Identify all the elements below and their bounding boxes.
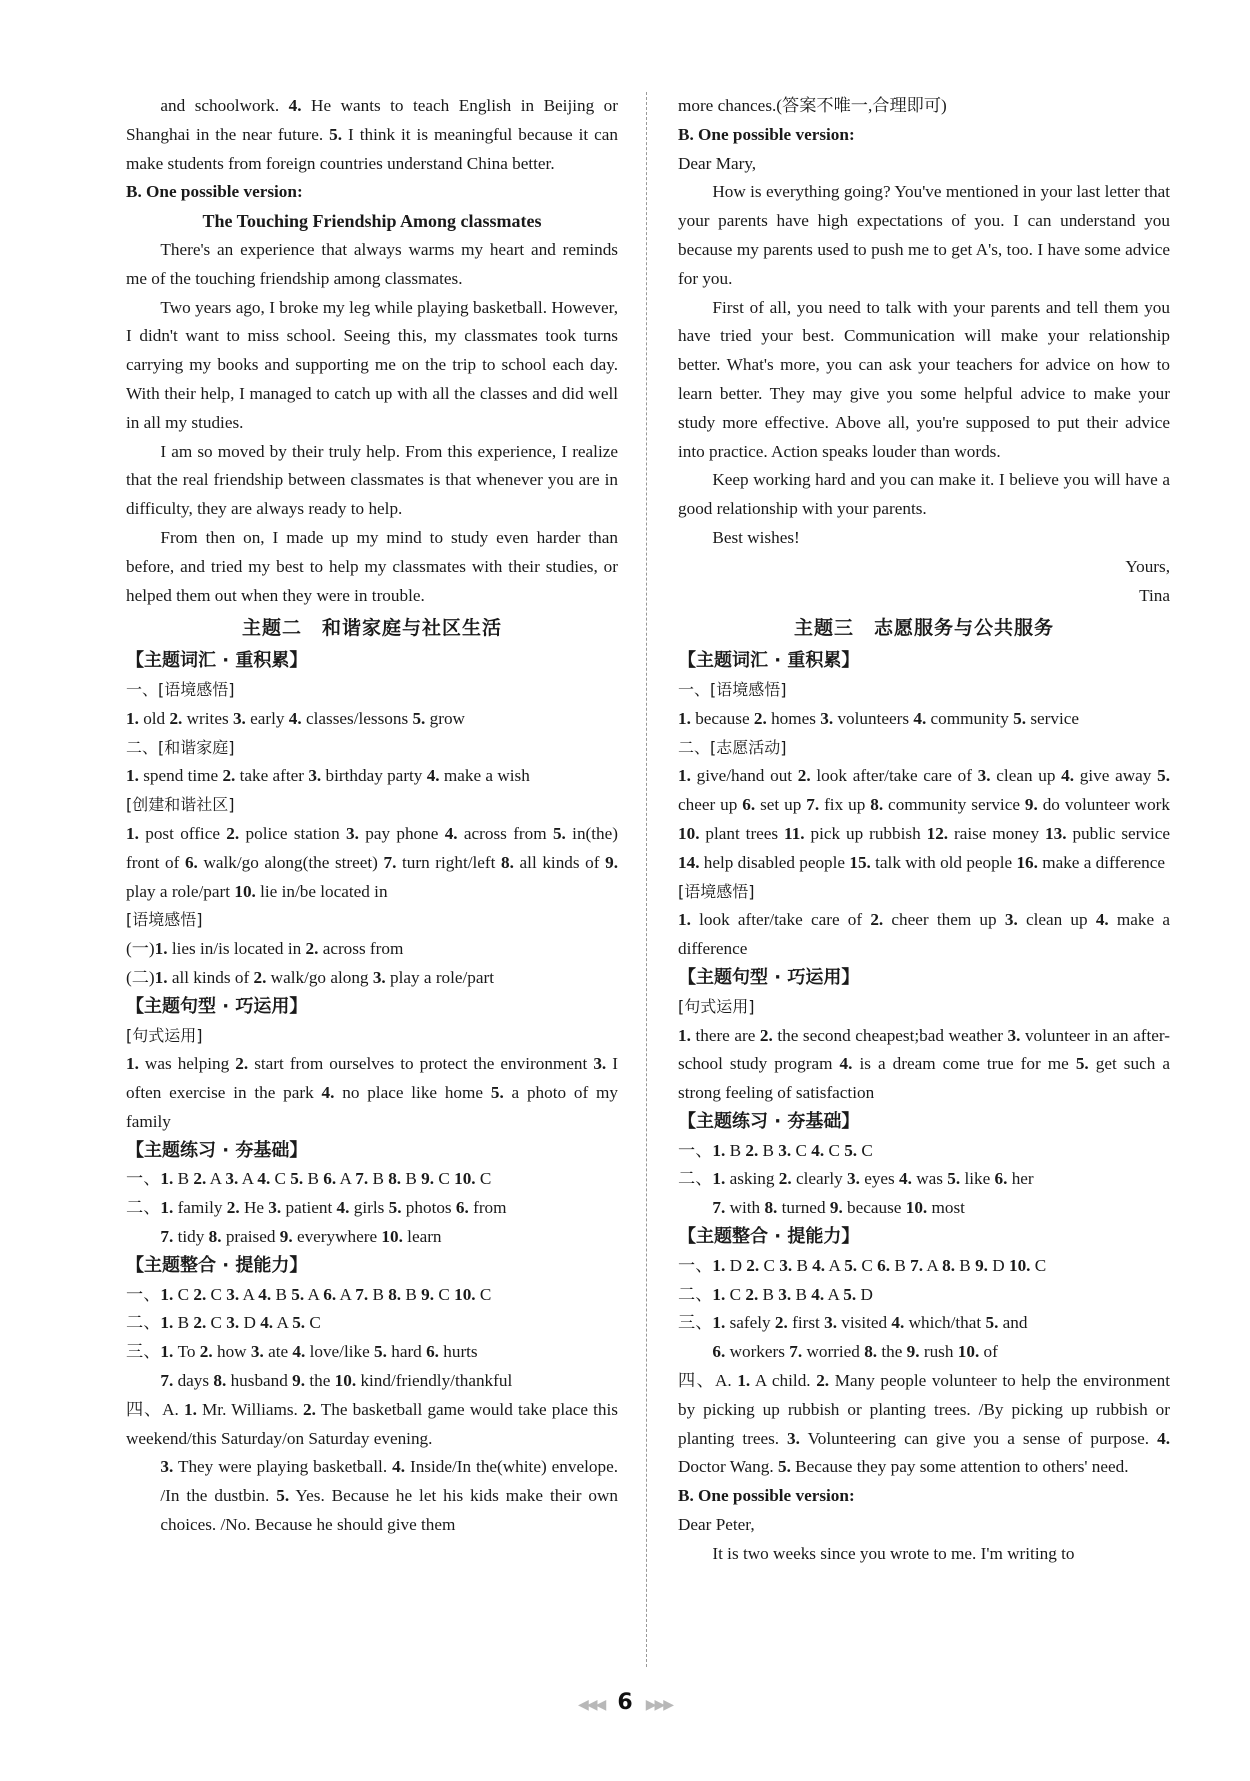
answer-line: 一、1. B 2. B 3. C 4. C 5. C [678, 1140, 873, 1160]
answer-text: and schoolwork. 4. He wants to teach English in Beijing or Shanghai in the near future. 5. I think it is meaningful because it can make students from foreign countries understand China better. [126, 96, 618, 173]
essay-paragraph: I am so moved by their truly help. From this experience, I realize that the real friendship between classmates is that whenever you are in difficulty, they are always ready to help. [126, 441, 618, 519]
right-arrows-icon: ▶▶▶ [645, 1697, 673, 1713]
part-heading: 【主题整合 · 提能力】 [678, 1226, 860, 1248]
version-label: B. One possible version: [678, 124, 855, 144]
essay-paragraph: There's an experience that always warms my heart and reminds me of the touching friendship among classmates. [126, 239, 618, 288]
letter-signature: Tina [1139, 585, 1170, 605]
part-heading: 【主题词汇 · 重积累】 [678, 650, 860, 672]
answer-line: 1. post office 2. police station 3. pay phone 4. across from 5. in(the) front of 6. walk/go along(the street) 7. turn right/left 8. all kinds of 9. play a role/part 10. lie in/be located in [126, 823, 618, 901]
part-heading: 【主题练习 · 夯基础】 [126, 1139, 308, 1161]
part-heading: 【主题句型 · 巧运用】 [126, 995, 308, 1017]
answer-text: more chances.(答案不唯一,合理即可) [678, 96, 947, 115]
part-heading: 【主题句型 · 巧运用】 [678, 966, 860, 988]
sub-heading: [创建和谐社区] [126, 795, 235, 815]
sub-heading: 一、[语境感悟] [678, 679, 787, 699]
section-title: 主题三 志愿服务与公共服务 [793, 617, 1054, 640]
left-arrows-icon: ◀◀◀ [577, 1697, 605, 1713]
answer-line: 二、1. family 2. He 3. patient 4. girls 5. photos 6. from [126, 1198, 507, 1218]
letter-paragraph: How is everything going? You've mentioned in your last letter that your parents have high expectations of you. I can understand you because my parents used to push me to get A's, too. I have some advice for you. [678, 182, 1170, 288]
answer-line: 1. there are 2. the second cheapest;bad weather 3. volunteer in an after-school study program 4. is a dream come true for me 5. get such a strong feeling of satisfaction [678, 1025, 1170, 1103]
answer-line: 1. old 2. writes 3. early 4. classes/lessons 5. grow [126, 708, 465, 728]
essay-paragraph: Two years ago, I broke my leg while playing basketball. However, I didn't want to miss school. Seeing this, my classmates took turns carrying my books and supporting me on the trip to school each day. With their help, I managed to catch up with all the classes and did well in all my studies. [126, 297, 618, 432]
answer-line: 二、1. B 2. C 3. D 4. A 5. C [126, 1313, 321, 1333]
sub-heading: 一、[语境感悟] [126, 679, 235, 699]
letter-paragraph: Keep working hard and you can make it. I believe you will have a good relationship with your parents. [678, 470, 1170, 519]
version-label: B. One possible version: [126, 182, 303, 202]
page-number: 6 [617, 1690, 633, 1715]
answer-line: 四、A. 1. Mr. Williams. 2. The basketball game would take place this weekend/this Saturday/on Saturday evening. [126, 1399, 618, 1448]
answer-line: (二)1. all kinds of 2. walk/go along 3. play a role/part [126, 967, 495, 987]
answer-line: 四、A. 1. A child. 2. Many people volunteer to help the environment by picking up rubbish or planting trees. /By picking up rubbish or planting trees. 3. Volunteering can give you a sense of purpose. 4. Doctor Wang. 5. Because they pay some attention to others' need. [678, 1371, 1170, 1477]
part-heading: 【主题练习 · 夯基础】 [678, 1110, 860, 1132]
answer-line: 1. spend time 2. take after 3. birthday party 4. make a wish [126, 766, 530, 786]
letter-salutation: Dear Mary, [678, 153, 757, 173]
answer-line: 1. because 2. homes 3. volunteers 4. community 5. service [678, 708, 1079, 728]
part-heading: 【主题整合 · 提能力】 [126, 1254, 308, 1276]
letter-paragraph: First of all, you need to talk with your parents and tell them you have tried your best. Communication will make your relationship better. What's more, you can ask your teachers for advice on how to learn better. They may give you some helpful advice to make your study more effective. Above all, you're supposed to put their advice into practice. Action speaks louder than words. [678, 297, 1170, 461]
sub-heading: [语境感悟] [678, 881, 755, 901]
answer-line: 一、1. C 2. C 3. A 4. B 5. A 6. A 7. B 8. B 9. C 10. C [126, 1284, 492, 1304]
page-footer [0, 1690, 1250, 1715]
sub-heading: [句式运用] [126, 1025, 203, 1045]
answer-line: 三、1. To 2. how 3. ate 4. love/like 5. hard 6. hurts [126, 1342, 478, 1362]
left-column [126, 92, 618, 1540]
answer-line: 一、1. D 2. C 3. B 4. A 5. C 6. B 7. A 8. B 9. D 10. C [678, 1255, 1047, 1275]
answer-line: 1. give/hand out 2. look after/take care of 3. clean up 4. give away 5. cheer up 6. set up 7. fix up 8. community service 9. do volunteer work 10. plant trees 11. pick up rubbish 12. raise money 13. public service 14. help disabled people 15. talk with old people 16. make a difference [678, 766, 1171, 872]
answer-line: 1. was helping 2. start from ourselves to protect the environment 3. I often exercise in the park 4. no place like home 5. a photo of my family [126, 1054, 618, 1131]
answer-line: 二、1. C 2. B 3. B 4. A 5. D [678, 1284, 873, 1304]
section-title: 主题二 和谐家庭与社区生活 [241, 617, 502, 640]
letter-salutation: Dear Peter, [678, 1515, 755, 1535]
letter-paragraph: It is two weeks since you wrote to me. I'm writing to [712, 1543, 1075, 1563]
answer-line: 7. days 8. husband 9. the 10. kind/friendly/thankful [160, 1371, 513, 1391]
sub-heading: [句式运用] [678, 996, 755, 1016]
sub-heading: 二、[和谐家庭] [126, 737, 235, 757]
version-label: B. One possible version: [678, 1486, 855, 1506]
answer-line: 7. with 8. turned 9. because 10. most [712, 1198, 965, 1218]
essay-title: The Touching Friendship Among classmates [202, 211, 542, 232]
answer-line: 1. look after/take care of 2. cheer them up 3. clean up 4. make a difference [678, 910, 1170, 959]
answer-line: 二、1. asking 2. clearly 3. eyes 4. was 5. like 6. her [678, 1169, 1034, 1189]
answer-line: 3. They were playing basketball. 4. Inside/In the(white) envelope. /In the dustbin. 5. Yes. Because he let his kids make their own choices. /No. Because he should give them [160, 1457, 618, 1535]
answer-line: 三、1. safely 2. first 3. visited 4. which/that 5. and [678, 1313, 1028, 1333]
answer-line: (一)1. lies in/is located in 2. across from [126, 939, 404, 959]
sub-heading: [语境感悟] [126, 910, 203, 930]
answer-line: 7. tidy 8. praised 9. everywhere 10. learn [160, 1227, 442, 1247]
letter-closing: Best wishes! [712, 527, 800, 547]
answer-line: 一、1. B 2. A 3. A 4. C 5. B 6. A 7. B 8. B 9. C 10. C [126, 1169, 492, 1189]
essay-paragraph: From then on, I made up my mind to study even harder than before, and tried my best to help my classmates with their studies, or helped them out when they were in trouble. [126, 527, 618, 605]
right-column [678, 92, 1170, 1569]
letter-signoff: Yours, [1125, 556, 1170, 576]
part-heading: 【主题词汇 · 重积累】 [126, 650, 308, 672]
sub-heading: 二、[志愿活动] [678, 737, 787, 757]
column-divider [646, 92, 647, 1667]
answer-line: 6. workers 7. worried 8. the 9. rush 10. of [712, 1342, 998, 1362]
